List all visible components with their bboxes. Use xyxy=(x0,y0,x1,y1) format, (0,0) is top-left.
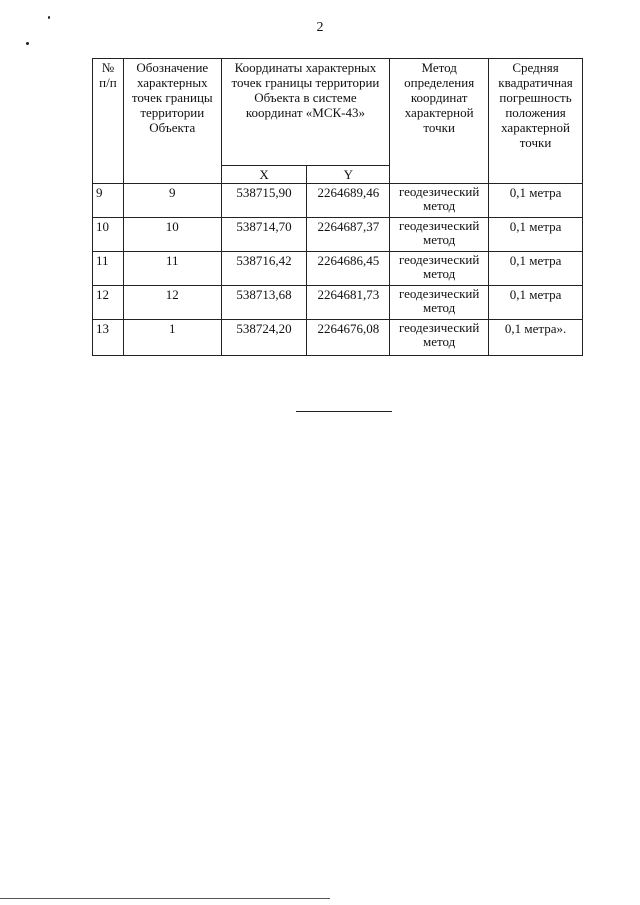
method-cell: геодезический метод xyxy=(390,218,489,252)
header-number: № п/п xyxy=(93,59,124,184)
error-cell: 0,1 метра xyxy=(489,184,583,218)
header-designation: Обозначение характерных точек границы территории Объекта xyxy=(123,59,221,184)
error-cell: 0,1 метра xyxy=(489,286,583,320)
row-number: 10 xyxy=(93,218,124,252)
coordinate-y: 2264676,08 xyxy=(307,320,390,356)
table-row xyxy=(93,184,583,218)
error-cell: 0,1 метра xyxy=(489,252,583,286)
header-error: Средняя квадратичная погрешность положения характерной точки xyxy=(489,59,583,184)
point-designation: 12 xyxy=(123,286,221,320)
method-cell: геодезический метод xyxy=(390,286,489,320)
coordinate-x: 538716,42 xyxy=(221,252,307,286)
error-cell: 0,1 метра xyxy=(489,218,583,252)
header-method: Метод определения координат характерной точки xyxy=(390,59,489,184)
point-designation: 10 xyxy=(123,218,221,252)
row-number: 13 xyxy=(93,320,124,356)
table-row xyxy=(93,286,583,320)
coordinate-x: 538714,70 xyxy=(221,218,307,252)
point-designation: 11 xyxy=(123,252,221,286)
method-cell: геодезический метод xyxy=(390,252,489,286)
coordinates-table xyxy=(92,58,583,356)
coordinate-y: 2264681,73 xyxy=(307,286,390,320)
header-x: X xyxy=(221,166,307,184)
scan-speck xyxy=(48,16,50,19)
error-cell: 0,1 метра». xyxy=(489,320,583,356)
coordinate-x: 538713,68 xyxy=(221,286,307,320)
end-of-document-line xyxy=(296,411,392,412)
table-row xyxy=(93,252,583,286)
page-number: 2 xyxy=(316,20,324,35)
coordinate-y: 2264687,37 xyxy=(307,218,390,252)
row-number: 11 xyxy=(93,252,124,286)
table-row xyxy=(93,218,583,252)
coordinate-y: 2264689,46 xyxy=(307,184,390,218)
row-number: 12 xyxy=(93,286,124,320)
coordinate-x: 538724,20 xyxy=(221,320,307,356)
table-row xyxy=(93,320,583,356)
row-number: 9 xyxy=(93,184,124,218)
method-cell: геодезический метод xyxy=(390,320,489,356)
point-designation: 9 xyxy=(123,184,221,218)
footer-rule xyxy=(0,898,330,899)
header-y: Y xyxy=(307,166,390,184)
header-coordinates: Координаты характерных точек границы территории Объекта в системе координат «МСК-43» xyxy=(221,59,390,166)
scan-speck xyxy=(26,42,29,45)
coordinate-x: 538715,90 xyxy=(221,184,307,218)
point-designation: 1 xyxy=(123,320,221,356)
coordinate-y: 2264686,45 xyxy=(307,252,390,286)
method-cell: геодезический метод xyxy=(390,184,489,218)
